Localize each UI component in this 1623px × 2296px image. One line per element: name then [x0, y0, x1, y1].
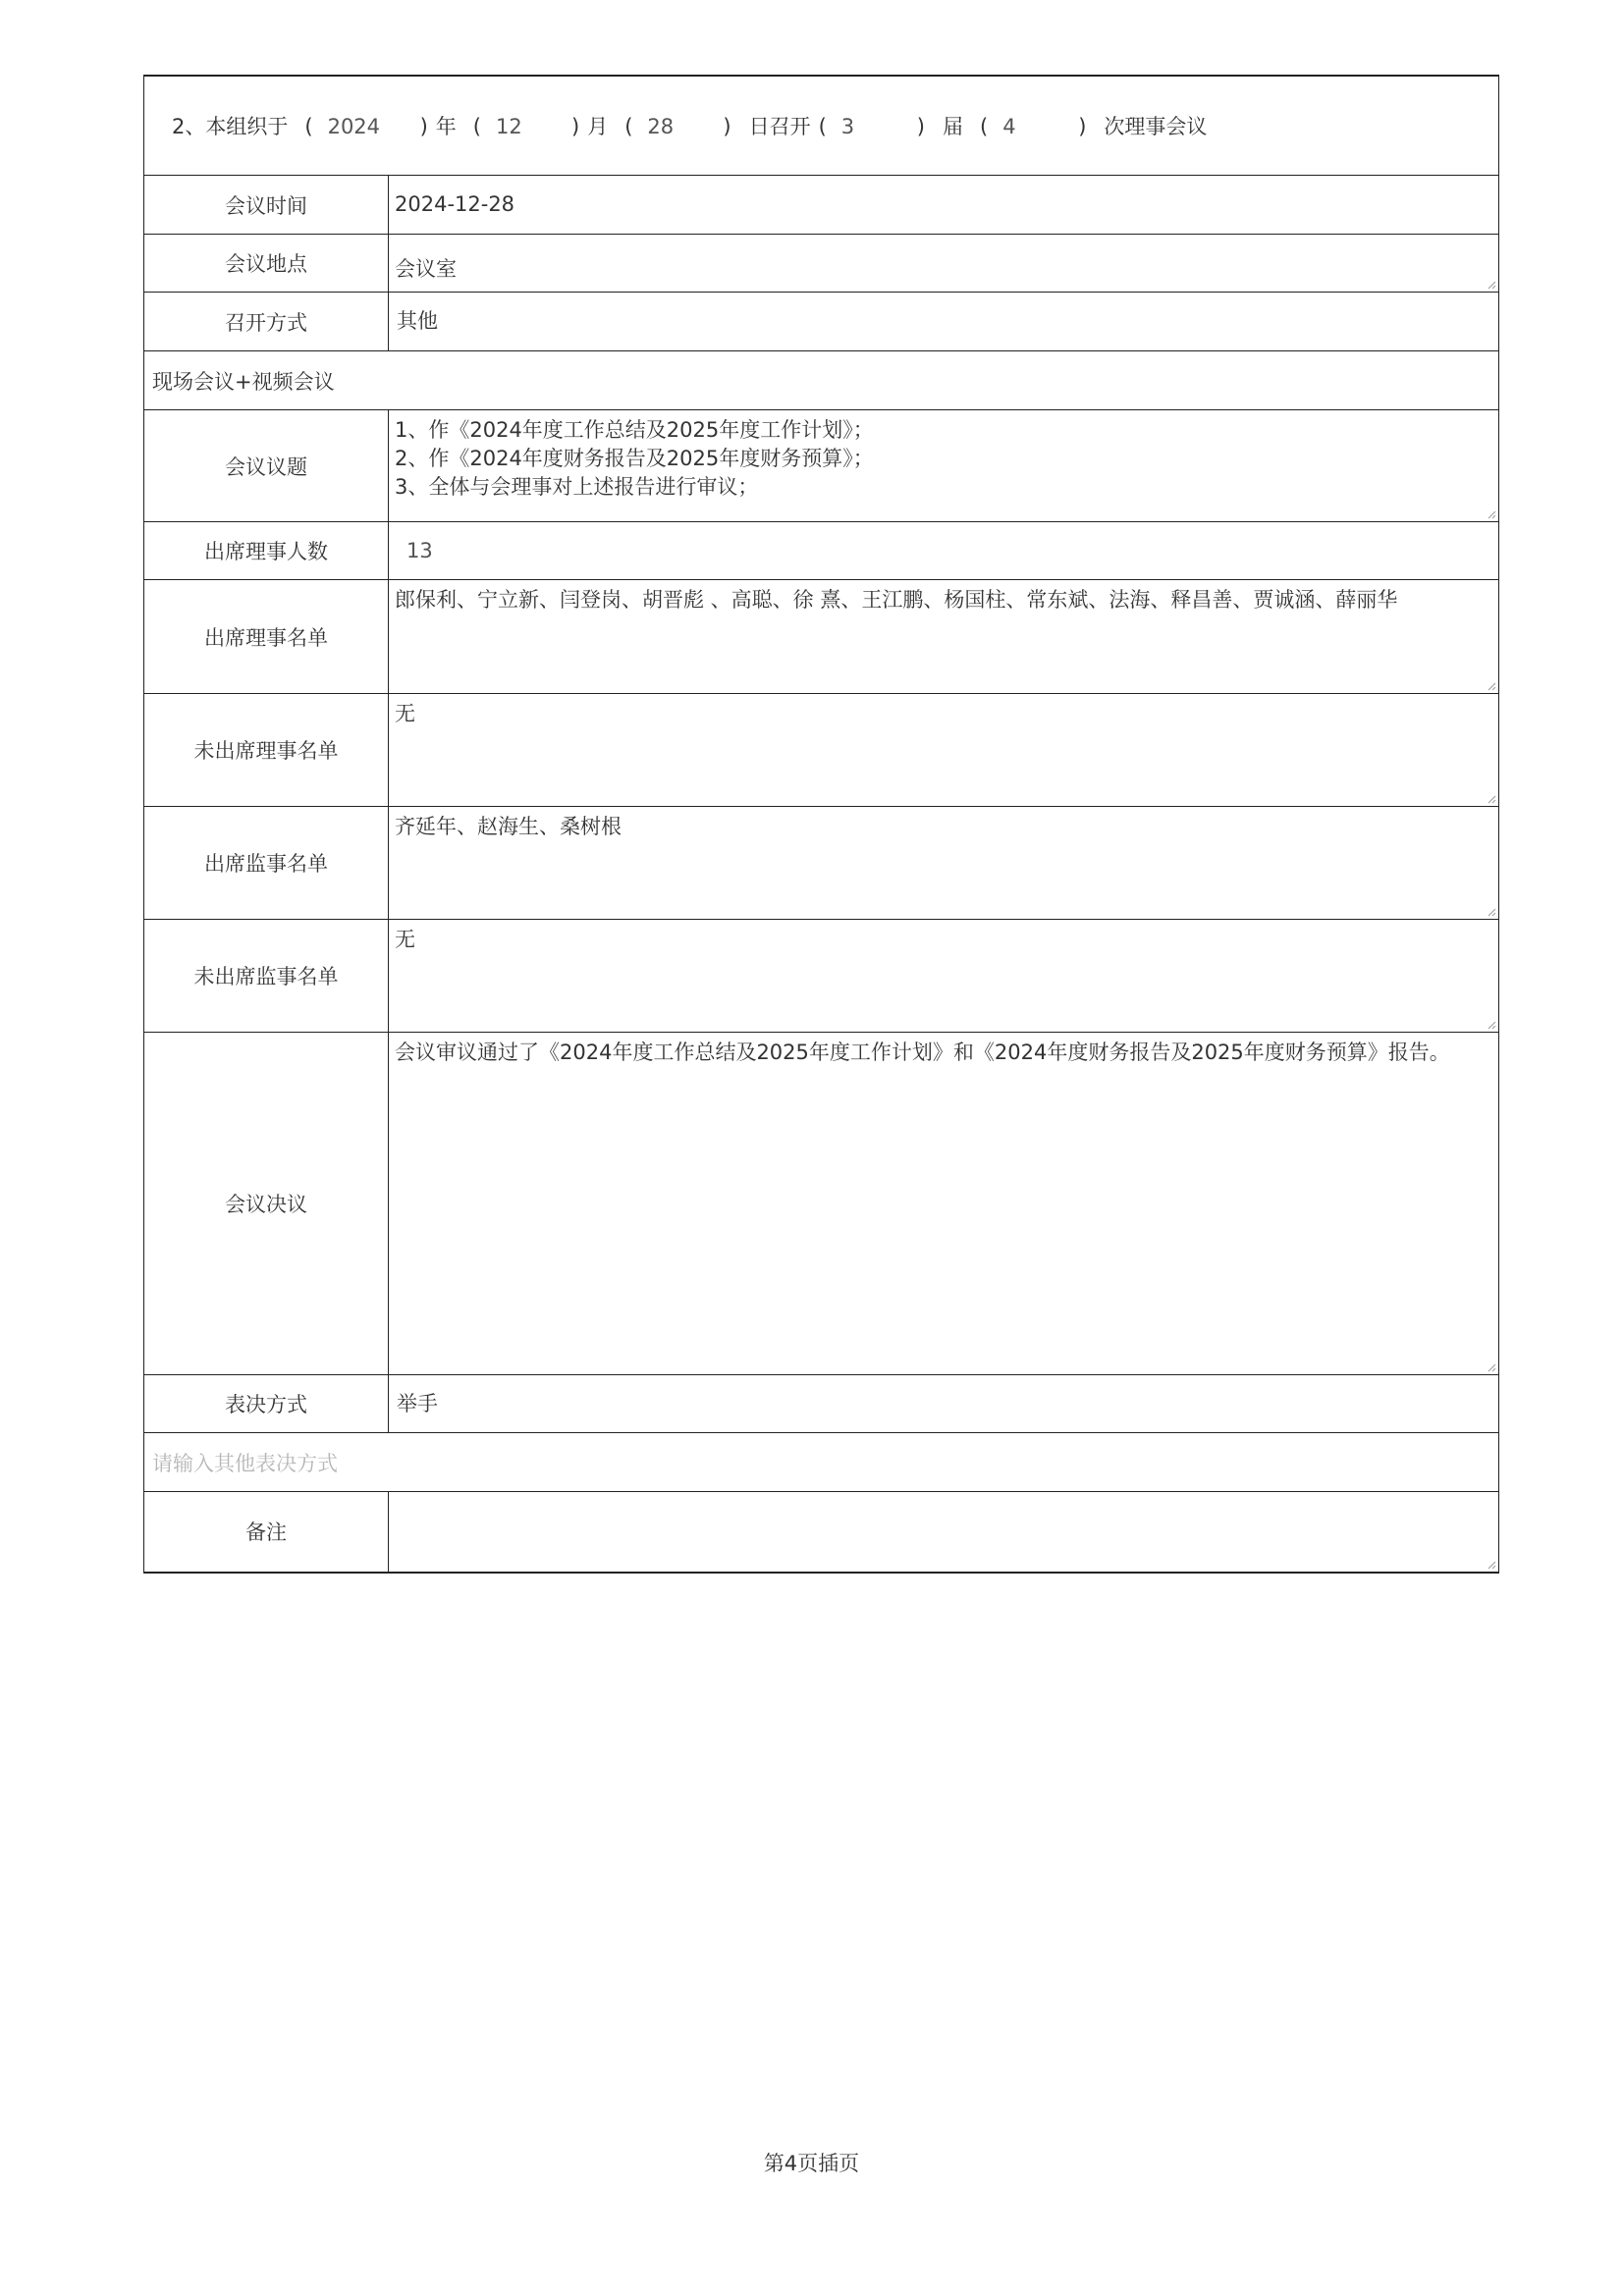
meeting-mode-select[interactable]: 其他: [397, 309, 438, 333]
page-footer: 第4页插页: [763, 2152, 860, 2175]
voting-other-cell: [144, 1433, 1499, 1492]
meeting-mode-cell: [389, 293, 1499, 351]
meeting-record-table: [143, 75, 1499, 1574]
attending-count-field[interactable]: 13: [406, 538, 433, 562]
meeting-time-cell: [389, 176, 1499, 235]
remarks-cell: [389, 1492, 1499, 1573]
remarks-label: 备注: [144, 1492, 389, 1573]
attending-directors-cell: [389, 580, 1499, 694]
day-field[interactable]: 28: [647, 115, 675, 138]
count-open-paren: (: [980, 115, 989, 138]
absent-directors-field[interactable]: 无: [395, 702, 415, 725]
voting-method-cell: [389, 1375, 1499, 1433]
attending-directors-field[interactable]: 郎保利、宁立新、闫登岗、胡晋彪 、高聪、徐 熹、王江鹏、杨国柱、常东斌、法海、释昌善、贾诚涵、薛丽华: [395, 588, 1398, 612]
resize-grip-icon[interactable]: [1487, 794, 1496, 804]
resize-grip-icon[interactable]: [1487, 509, 1496, 519]
month-unit: 月: [587, 115, 609, 138]
meeting-mode-other-field[interactable]: 现场会议+视频会议: [152, 369, 335, 394]
day-open-paren: (: [624, 115, 633, 138]
resolution-field[interactable]: 会议审议通过了《2024年度工作总结及2025年度工作计划》和《2024年度财务报告及2025年度财务预算》报告。: [395, 1041, 1450, 1064]
resize-grip-icon[interactable]: [1487, 681, 1496, 691]
resize-grip-icon[interactable]: [1487, 1560, 1496, 1570]
count-field[interactable]: 4: [1002, 115, 1016, 138]
session-field[interactable]: 3: [840, 115, 855, 138]
meeting-place-cell: [389, 235, 1499, 293]
day-close-paren: ): [723, 115, 731, 138]
month-open-paren: (: [472, 115, 481, 138]
topics-field[interactable]: 1、作《2024年度工作总结及2025年度工作计划》； 2、作《2024年度财务报告及2025年度财务预算》； 3、全体与会理事对上述报告进行审议；: [395, 418, 874, 499]
meeting-header-cell: [144, 76, 1499, 176]
year-close-paren: ): [419, 115, 428, 138]
count-close-paren: ): [1078, 115, 1087, 138]
attending-supervisors-cell: [389, 807, 1499, 920]
session-close-paren: ): [916, 115, 925, 138]
attending-supervisors-field[interactable]: 齐延年、赵海生、桑树根: [395, 815, 622, 838]
absent-supervisors-label: 未出席监事名单: [144, 920, 389, 1033]
session-unit: 届: [943, 115, 963, 138]
month-field[interactable]: 12: [495, 115, 522, 138]
attending-supervisors-label: 出席监事名单: [144, 807, 389, 920]
meeting-time-field[interactable]: 2024-12-28: [395, 192, 515, 216]
meeting-mode-label: 召开方式: [144, 293, 389, 351]
session-open-paren: (: [818, 115, 827, 138]
year-field[interactable]: 2024: [327, 115, 381, 138]
attending-count-cell: [389, 522, 1499, 580]
voting-method-label: 表决方式: [144, 1375, 389, 1433]
attending-count-label: 出席理事人数: [144, 522, 389, 580]
topics-label: 会议议题: [144, 410, 389, 522]
meeting-mode-other-cell: [144, 351, 1499, 410]
year-unit: 年: [435, 115, 457, 138]
voting-method-select[interactable]: 举手: [397, 1391, 438, 1415]
meeting-time-label: 会议时间: [144, 176, 389, 235]
attending-directors-label: 出席理事名单: [144, 580, 389, 694]
meeting-place-field[interactable]: 会议室: [395, 256, 457, 281]
header-prefix: 2、本组织于: [172, 115, 289, 138]
meeting-place-label: 会议地点: [144, 235, 389, 293]
count-unit: 次理事会议: [1104, 115, 1208, 138]
absent-directors-label: 未出席理事名单: [144, 694, 389, 807]
topics-cell: [389, 410, 1499, 522]
resize-grip-icon[interactable]: [1487, 907, 1496, 917]
resolution-label: 会议决议: [144, 1033, 389, 1375]
day-unit: 日召开: [748, 115, 811, 138]
resize-grip-icon[interactable]: [1487, 280, 1496, 290]
absent-directors-cell: [389, 694, 1499, 807]
meeting-header-line: [172, 111, 1498, 140]
month-close-paren: ): [570, 115, 580, 138]
year-open-paren: (: [304, 115, 313, 138]
absent-supervisors-cell: [389, 920, 1499, 1033]
resize-grip-icon[interactable]: [1487, 1020, 1496, 1030]
resize-grip-icon[interactable]: [1487, 1362, 1496, 1372]
voting-other-input[interactable]: 请输入其他表决方式: [152, 1451, 338, 1475]
absent-supervisors-field[interactable]: 无: [395, 928, 415, 951]
resolution-cell: [389, 1033, 1499, 1375]
